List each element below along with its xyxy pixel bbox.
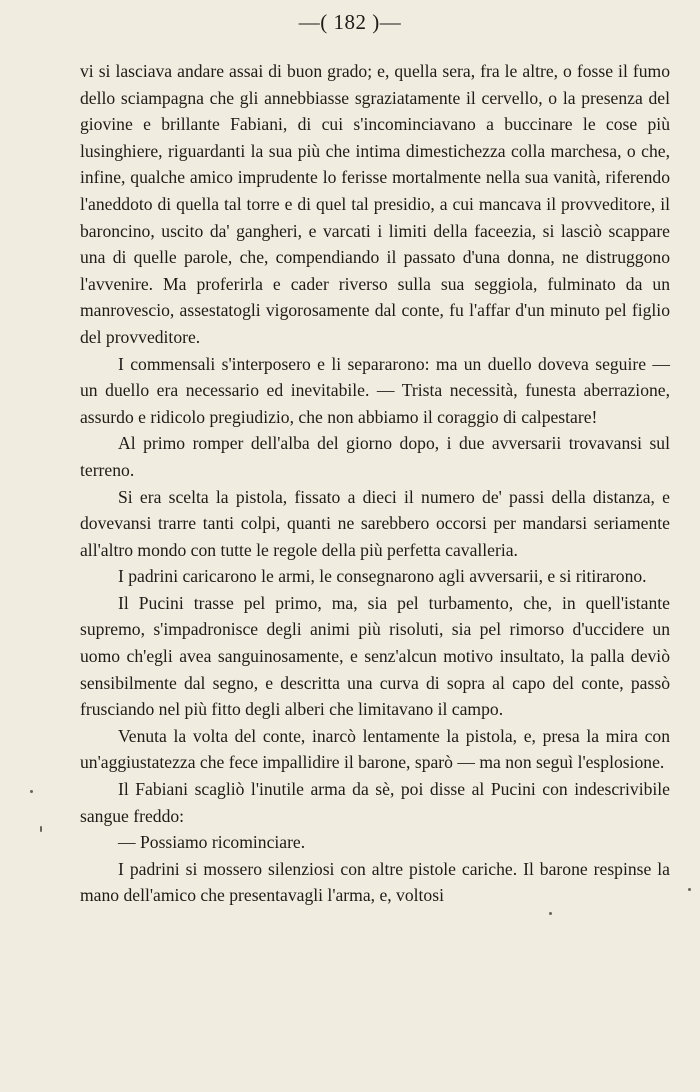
paragraph: I padrini caricarono le armi, le consegnarono agli avversarii, e si ritirarono. [118,566,647,587]
paragraph: Al primo romper dell'alba del giorno dopo, i due avversarii trovavansi sul terreno. [80,433,670,480]
body-text [80,58,670,909]
paragraph: I padrini si mossero silenziosi con altre pistole cariche. Il barone respinse la mano dell'amico che presentavagli l'arma, e, voltosi [80,858,670,906]
paragraph: Il Pucini trasse pel primo, ma, sia pel turbamento, che, in quell'istante supremo, s'impadronisce degli animi più risoluti, sia pel rimorso d'uccidere un uomo ch'egli avea sanguinosamente, e senz'alcun motivo insultato, la palla deviò sensibilmente dal segno, e descritta una curva di sopra al capo del conte, passò frusciando nel più fitto degli alberi che limitavano il campo. [80,592,670,720]
paragraph: — Possiamo ricominciare. [118,832,306,853]
paper-speck [40,826,42,832]
paper-speck [688,888,691,891]
paragraph: Si era scelta la pistola, fissato a dieci il numero de' passi della distanza, e dovevansi trarre tanti colpi, quanti ne sarebbero occorsi per mandarsi seriamente all'altro mondo con tutte le regole della più perfetta cavalleria. [80,486,670,560]
paragraph: Il Fabiani scagliò l'inutile arma da sè, poi disse al Pucini con indescrivibile sangue freddo: [80,779,670,826]
paragraph: vi si lasciava andare assai di buon grado; e, quella sera, fra le altre, o fosse il fumo dello sciampagna che gli annebbiasse sgraziatamente il cervello, o la presenza del giovine e brillante Fabiani, di cui s'incominciavano a buccinare le cose più lusinghiere, riguardanti la sua più che intima dimestichezza colla marchesa, o che, infine, qualche amico imprudente lo ferisse mortalmente nella sua vanità, riferendo l'aneddoto di quella tal torre e di quel tal presidio, a cui mancava il provveditore, il baroncino, uscito da' gangheri, e varcati i limiti della faceezia, si lasciò scappare una di quelle parole, che, compendiando il passato d'una donna, ne distruggono l'avvenire. Ma proferirla e cader riverso sulla sua seggiola, fulminato da un manrovescio, assestatogli vigorosamente dal conte, fu l'affar d'un minuto pel figlio del provveditore. [80,61,670,347]
paragraph: Venuta la volta del conte, inarcò lentamente la pistola, e, presa la mira con un'aggiustatezza che fece impallidire il barone, sparò — ma non seguì l'esplosione. [80,725,670,773]
paper-speck [30,790,33,793]
page-number: —( 182 )— [298,10,402,34]
paragraph: I commensali s'interposero e li separarono: ma un duello doveva seguire — un duello era necessario ed inevitabile. — Trista necessità, funesta aberrazione, assurdo e ridicolo pregiudizio, che non abbiamo il coraggio di calpestare! [80,353,670,427]
paper-speck [549,912,552,915]
